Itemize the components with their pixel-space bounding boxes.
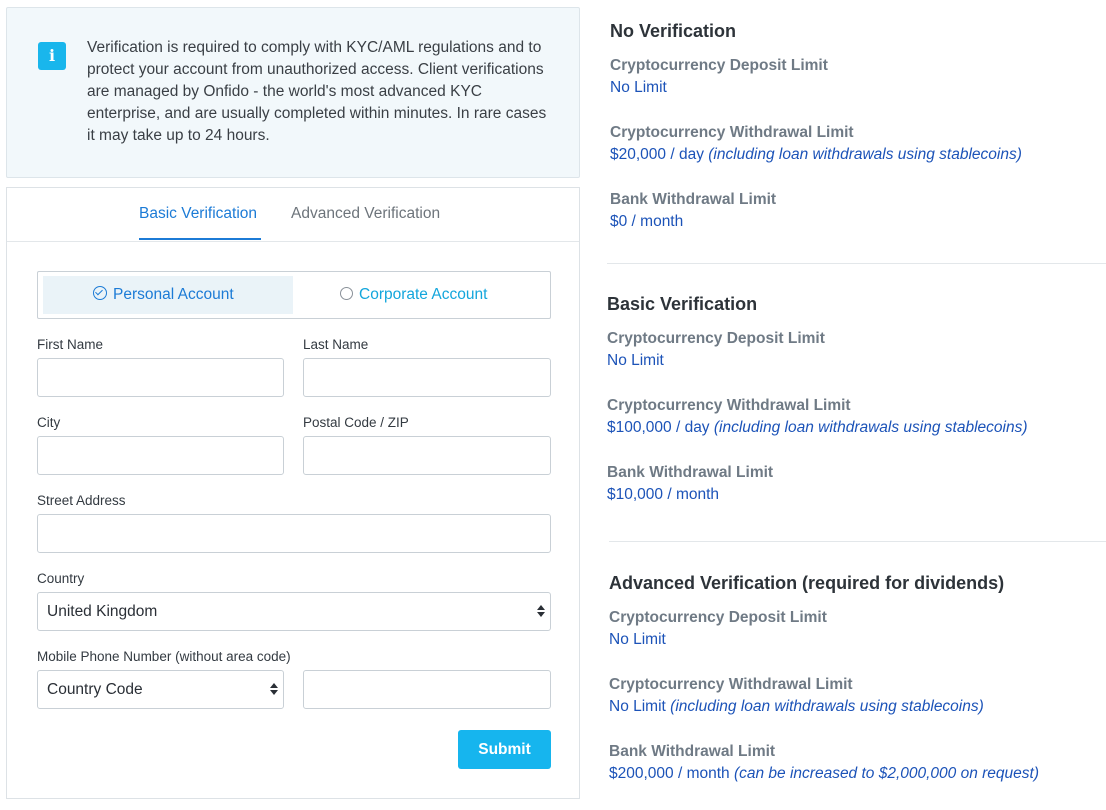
verification-tabs — [7, 188, 579, 242]
postal-code-input[interactable] — [303, 436, 551, 475]
info-icon: i — [38, 42, 66, 70]
last-name-label: Last Name — [303, 337, 369, 352]
mobile-phone-input[interactable] — [303, 670, 551, 709]
basic-deposit-value: No Limit — [607, 352, 664, 369]
advanced-withdrawal-label: Cryptocurrency Withdrawal Limit — [609, 676, 853, 693]
country-code-select[interactable] — [37, 670, 284, 709]
advanced-deposit-value: No Limit — [609, 631, 666, 648]
select-arrows-icon — [537, 602, 545, 620]
country-select[interactable] — [37, 592, 551, 631]
country-select-value: United Kingdom — [47, 603, 158, 620]
corporate-account-inner — [340, 286, 487, 304]
basic-withdrawal-note: (including loan withdrawals using stablecoins) — [713, 419, 1028, 436]
no-verification-title: No Verification — [610, 21, 737, 41]
basic-withdrawal-label: Cryptocurrency Withdrawal Limit — [607, 397, 851, 414]
personal-account-label: Personal Account — [113, 286, 234, 303]
city-label: City — [37, 415, 61, 430]
advanced-bank-note: (can be increased to $2,000,000 on request) — [733, 765, 1040, 782]
no-verification-withdrawal-note: (including loan withdrawals using stablecoins) — [708, 146, 1022, 163]
section-divider — [607, 263, 1106, 264]
info-notice — [6, 7, 580, 178]
advanced-withdrawal-note: (including loan withdrawals using stablecoins) — [670, 698, 984, 715]
no-verification-deposit-value: No Limit — [610, 79, 667, 96]
account-type-toggle — [37, 271, 551, 319]
basic-verification-title: Basic Verification — [607, 294, 758, 314]
basic-withdrawal-amount: $100,000 / day — [607, 419, 710, 436]
street-address-input[interactable] — [37, 514, 551, 553]
mobile-phone-label: Mobile Phone Number (without area code) — [37, 649, 291, 664]
advanced-bank-value — [609, 765, 1039, 783]
advanced-bank-label: Bank Withdrawal Limit — [609, 743, 776, 760]
advanced-bank-amount: $200,000 / month — [609, 765, 730, 782]
city-input[interactable] — [37, 436, 284, 475]
basic-bank-value: $10,000 / month — [607, 486, 720, 503]
tab-advanced-verification[interactable]: Advanced Verification — [291, 205, 441, 222]
advanced-withdrawal-value — [609, 698, 984, 716]
no-verification-bank-label: Bank Withdrawal Limit — [610, 191, 777, 208]
no-verification-deposit-label: Cryptocurrency Deposit Limit — [610, 57, 828, 74]
no-verification-withdrawal-label: Cryptocurrency Withdrawal Limit — [610, 124, 854, 141]
no-verification-withdrawal-value — [610, 146, 1022, 164]
corporate-account-label: Corporate Account — [359, 286, 488, 303]
no-verification-bank-value: $0 / month — [610, 213, 684, 230]
country-code-select-value: Country Code — [47, 681, 143, 698]
active-tab-indicator — [139, 238, 261, 240]
check-circle-icon — [93, 286, 107, 300]
last-name-input[interactable] — [303, 358, 551, 397]
postal-code-label: Postal Code / ZIP — [303, 415, 409, 430]
basic-withdrawal-value — [607, 419, 1028, 437]
tab-basic-verification[interactable]: Basic Verification — [139, 205, 258, 222]
info-text: Verification is required to comply with KYC/AML regulations and to protect your account from unauthorized access. Client verifications are managed by Onfido - the world's most advanced KYC enterprise, and are usually completed within minutes. In rare cases it may take up to 24 hours. — [87, 39, 547, 144]
first-name-label: First Name — [37, 337, 104, 352]
verification-form-card — [6, 187, 580, 799]
corporate-account-option[interactable] — [296, 276, 546, 314]
advanced-verification-title: Advanced Verification (required for dividends) — [609, 573, 1005, 593]
advanced-deposit-label: Cryptocurrency Deposit Limit — [609, 609, 827, 626]
advanced-withdrawal-amount: No Limit — [609, 698, 666, 715]
street-address-label: Street Address — [37, 493, 126, 508]
country-label: Country — [37, 571, 85, 586]
select-arrows-icon — [270, 680, 278, 698]
radio-circle-icon — [340, 287, 353, 300]
personal-account-option[interactable] — [43, 276, 293, 314]
basic-deposit-label: Cryptocurrency Deposit Limit — [607, 330, 825, 347]
basic-bank-label: Bank Withdrawal Limit — [607, 464, 774, 481]
submit-button[interactable]: Submit — [458, 730, 551, 769]
section-divider — [609, 541, 1106, 542]
first-name-input[interactable] — [37, 358, 284, 397]
no-verification-withdrawal-amount: $20,000 / day — [610, 146, 704, 163]
personal-account-inner — [93, 286, 234, 304]
